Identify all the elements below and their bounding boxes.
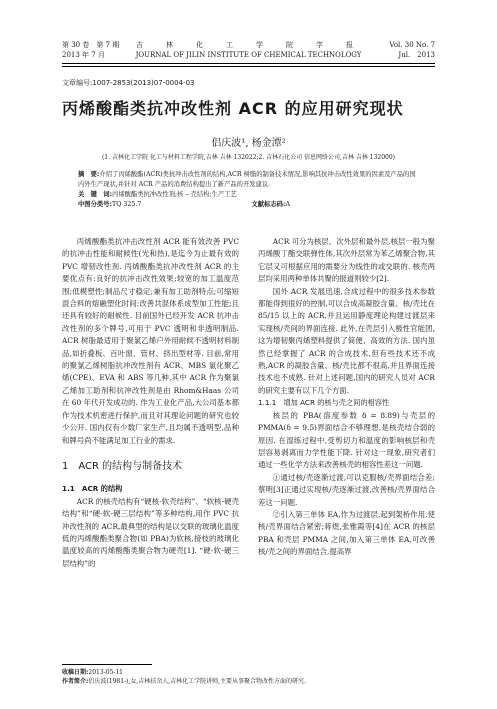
right-paragraph-5: ②引入第三单体 EA,作为过渡层,起到架桥作用,使核/壳界面结合紧密;蒋煜,张雅霞等[4]在 ACR 的核层 PBA 和壳层 PMMA 之间,加入第三单体 EA,可改善核/壳之间的界面结合,提高界 xyxy=(258,509,435,557)
received-value: 2013-05-11 xyxy=(88,669,123,676)
journal-name-en: JOURNAL OF JILIN INSTITUTE OF CHEMICAL TECHNOLOGY xyxy=(135,51,362,59)
received-label: 收稿日期: xyxy=(62,669,89,676)
paper-title: 丙烯酸酯类抗冲改性剂 ACR 的应用研究现状 xyxy=(62,99,404,118)
keywords-label: 关 键 词: xyxy=(78,191,113,198)
volume-en: Vol. 30 No. 7 xyxy=(389,41,435,49)
keywords xyxy=(78,190,419,200)
right-column xyxy=(258,236,435,559)
subsection-heading-1-1: 1.1 ACR 的结构 xyxy=(62,484,123,494)
right-paragraph-2: 国外 ACR 发展迅速,合成过程中的很多技术参数都能得到很好的控制,可以合成高凝胶含量、核/壳比在 85/15 以上的 ACR,并且运用静度理论构建过渡层来实现核/壳间的界面连接. 此外,在壳层引入极性官能团,这为增韧聚丙烯塑料提供了简便、高效的方法. 国内虽然已经掌握了 ACR 的合成技术,但有些技术还不成熟,ACR 的凝胶含量、核/壳比都不很高,并且界面连接技术也不成熟. 针对上述问题,国内的研究人员对 ACR 的研究主要有以下几个方面. xyxy=(258,286,435,395)
journal-name-cn: 吉 林 化 工 学 院 学 报 xyxy=(136,41,361,49)
abstract-block xyxy=(78,170,419,210)
clc-item xyxy=(78,201,195,208)
right-paragraph-4: ①通过核/壳逐渐过渡,可以克服核/壳界面结合差;蔡明[3]正通过实现核/壳逐渐过渡,改善核/壳界面结合差这一问题. xyxy=(258,472,435,507)
author-bio xyxy=(62,677,435,686)
affiliation: (1. 吉林化工学院 化工与材料工程学院,吉林 吉林 132022;2. 吉林石化公司 信息网络公司,吉林 吉林 132000) xyxy=(101,154,396,161)
clc-value: TQ 325.7 xyxy=(112,201,142,208)
footnote xyxy=(62,668,435,686)
keywords-text: 丙烯酸酯类抗冲改性剂;核 – 壳结构;生产工艺 xyxy=(112,191,237,198)
date-en: Jul. 2013 xyxy=(398,51,435,59)
abstract-label: 摘 要: xyxy=(78,171,100,178)
code-item xyxy=(251,201,344,208)
left-column xyxy=(62,236,239,570)
structure-paragraph: ACR 的核壳结构有“硬核-软壳结构”、“软核-硬壳结构”和“硬-软-硬三层结构”等多种结构,用作 PVC 抗冲改性剂的 ACR,最典型的结构是以交联的玻璃化温度低的丙烯酸酯类聚合物(如 PBA)为软核,接枝的玻璃化温度较高的丙烯酸酯类聚合物为硬壳[1]. “硬-软-硬三层结构”的 xyxy=(62,496,239,568)
abstract-text: 介绍了丙烯酸酯(ACR)类抗冲击改性剂的结构,ACR 树脂的制备技术情况,影响其抗冲击改性效果的因素及产品的国内外生产现状,并针对 ACR 产品的消费结构提出了新产品的开发建议. xyxy=(78,171,416,188)
right-paragraph-3: 核层的 PBA(溶度参数 δ = 8.89)与壳层的 PMMA(δ = 9.5)界面结合不够理想,是核壳结合弱的原因. 在湿练过程中,受剪切力和温度的影响核层和壳层容易剥离而力学性能下降. 针对这一现象,研究者们通过一些化学方法来改善核壳的相容性差这一问题. xyxy=(258,410,435,470)
subsection-heading-1-1-1: 1.1.1 增加 ACR 的核与壳之间的相容性 xyxy=(258,398,390,408)
right-paragraph-1: ACR 可分为核层、次外层和最外层,核层一般为聚丙烯酸丁酯交联弹性体,其次外层常为苯乙烯聚合物,其它层又可根据应用的需要分为线性的或交联的. 核壳两层均采用两种单体共聚的报道则较少[2]. xyxy=(258,237,435,284)
code-value: A xyxy=(285,201,290,208)
header-right xyxy=(389,40,435,60)
intro-paragraph: 丙烯酸酯类抗冲击改性剂 ACR 能有效改善 PVC 的抗冲击性能和耐候性(光和热),是迄今为止最有效的 PVC 增韧改性剂. 丙烯酸酯类抗冲改性剂 ACR 的主要优点有:良好的抗冲击改性效果;较宽的加工温度范围;低模塑性;制品尺寸稳定;兼有加工助剂特点;可缩短混合料的熔融塑化时间;改善共混体系成型加工性能;且还具有较好的耐候性. 目前国外已经开发 ACR 抗冲击改性剂的多个牌号,可用于 PVC 透明和非透明制品. ACR 树脂最适用于聚氯乙烯户外用耐候不透明材料制品,如折叠板、百叶窗、管材、挤出型材等. 目前,常用的聚氯乙烯树脂抗冲改性剂有 ACR、MBS 氯化聚乙烯(CPE)、EVA 和 ABS 等几种,其中 ACR 作为聚氯乙烯加工助剂和抗冲改性剂是由 Rhom&Haas 公司在 60 年代开发成功的. 作为工业化产品,大公司基本都作为技术机密进行保护,而且对其理论问题的研究也较少公开. 国内仅有少数厂家生产,且均属不透明型,品种和牌号尚不能满足加工行业的需求. xyxy=(62,237,239,445)
volume-cn: 第 30 卷 第 7 期 xyxy=(62,41,120,49)
date-cn: 2013 年 7 月 xyxy=(62,51,105,59)
classification xyxy=(78,200,419,210)
header-rule-thin xyxy=(62,66,435,67)
abstract xyxy=(78,170,419,190)
header-center xyxy=(62,40,435,60)
code-label: 文献标志码: xyxy=(251,201,286,208)
clc-label: 中图分类号: xyxy=(78,201,113,208)
bio-value: 侣庆波(1981-),女,吉林扶余人,吉林化工学院讲师,主要从事聚合物改性方面的研究. xyxy=(88,678,306,685)
received-date xyxy=(62,668,435,677)
article-number: 文章编号:1007-2853(2013)07-0004-03 xyxy=(62,79,195,87)
section-heading-1: 1 ACR 的结构与制备技术 xyxy=(62,460,183,472)
header-rule xyxy=(62,63,435,64)
bio-label: 作者简介: xyxy=(62,678,89,685)
footnote-rule xyxy=(62,664,152,665)
authors: 侣庆波¹, 杨金潭² xyxy=(211,138,286,149)
